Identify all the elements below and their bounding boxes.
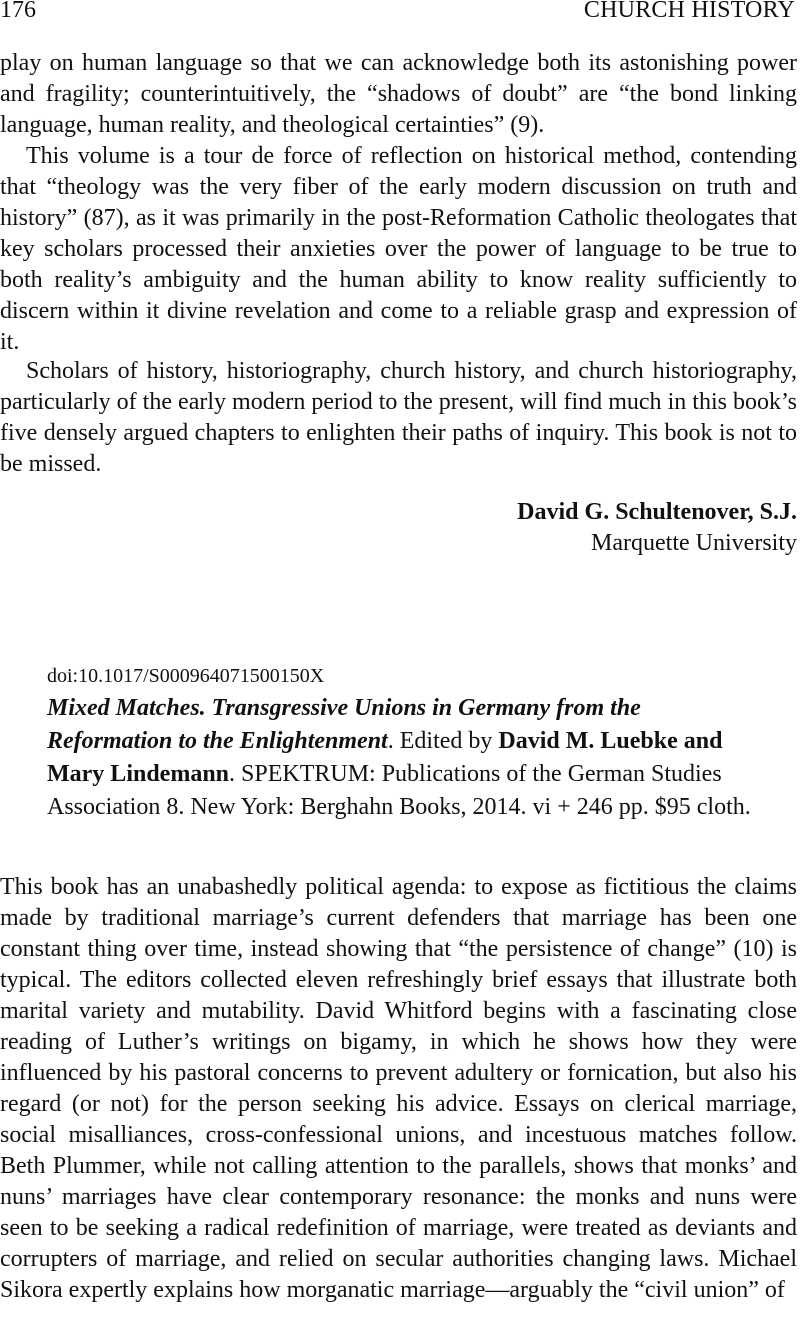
running-head: CHURCH HISTORY [583,0,795,23]
paragraph-continued: play on human language so that we can acknowledge both its astonishing power and fragility; counterintuitively, the “shadows of doubt” are “the bond linking language, human reality, and theological certainties” (9). [0,50,797,138]
edited-by-text: . Edited by [387,728,499,754]
book-title: Mixed Matches. Transgressive Unions in Germany from the Reformation to the Enlightenment [47,695,641,754]
page-number: 176 [0,0,36,23]
book-details: . SPEKTRUM: Publications of the German Studies Association 8. New York: Berghahn Books, 2014. vi + 246 pp. $95 cloth. [47,761,751,820]
paragraph-method: This volume is a tour de force of reflection on historical method, contending that “theology was the very fiber of the early modern discussion on truth and history” (87), as it was primarily in the post-Reformation Catholic theologates that key scholars processed their anxieties over the power of language to be true to both reality’s ambiguity and the human ability to know reality sufficiently to discern within it divine revelation and come to a reliable grasp and expression of it. [0,143,797,355]
reviewer-name: David G. Schultenover, S.J. [517,499,797,525]
paragraph-review-body: This book has an unabashedly political agenda: to expose as fictitious the claims made by traditional marriage’s current defenders that marriage has been one constant thing over time, instead showing that “the persistence of change” (10) is typical. The editors collected eleven refreshingly brief essays that illustrate both marital variety and mutability. David Whitford begins with a fascinating close reading of Luther’s writings on bigamy, in which he shows how they were influenced by his pastoral concerns to prevent adultery or fornication, but also his regard (or not) for the person seeking his advice. Essays on clerical marriage, social misalliances, cross-confessional unions, and incestuous matches follow. Beth Plummer, while not calling attention to the parallels, shows that monks’ and nuns’ marriages have clear contemporary resonance: the monks and nuns were seen to be seeking a radical redefinition of marriage, were treated as deviants and corrupters of marriage, and relied on secular authorities changing laws. Michael Sikora expertly explains how morganatic marriage—arguably the “civil union” of [0,874,797,1303]
book-citation [47,692,762,824]
book-editors-1: David M. Luebke and [498,728,723,754]
book-editors-2: Mary Lindemann [47,761,230,787]
paragraph-conclusion: Scholars of history, historiography, church history, and church historiography, particularly of the early modern period to the present, will find much in this book’s five densely argued chapters to enlighten their paths of inquiry. This book is not to be missed. [0,358,797,477]
page-header [0,0,795,28]
review-doi: doi:10.1017/S000964071500150X [47,665,325,687]
reviewer-affiliation: Marquette University [591,530,797,556]
